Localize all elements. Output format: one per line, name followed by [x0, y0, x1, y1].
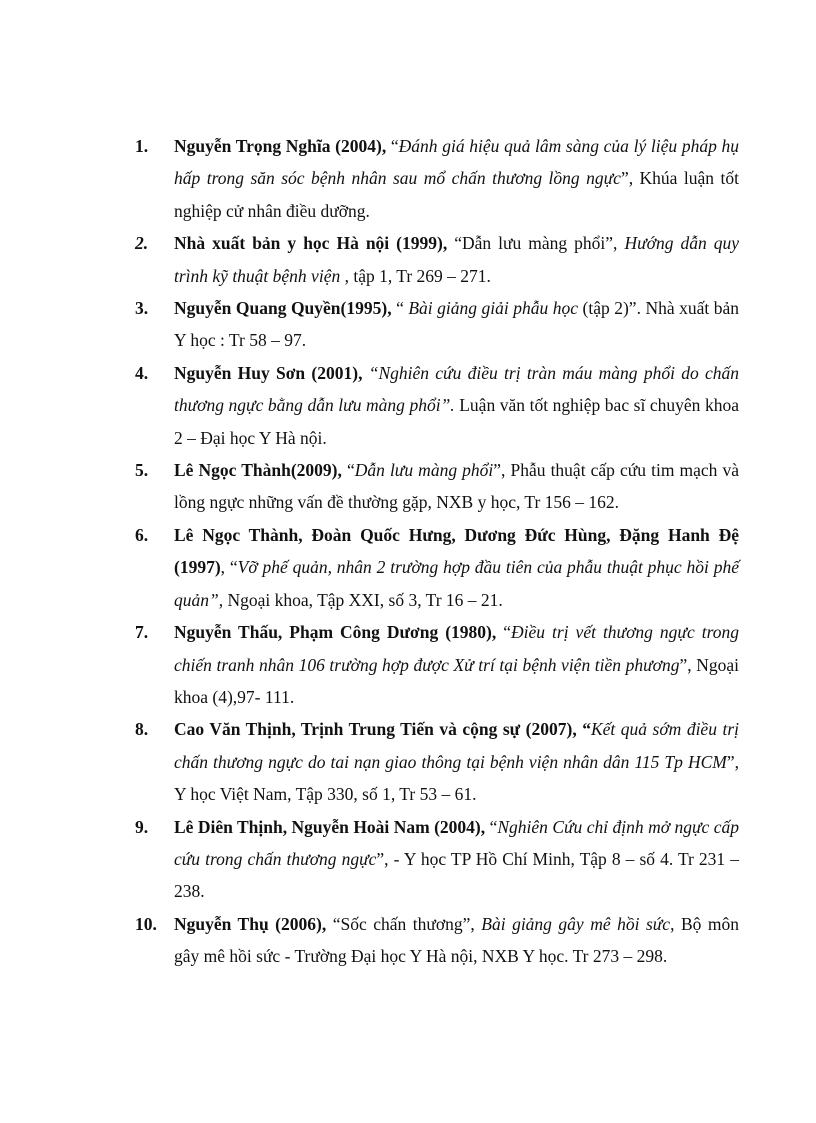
reference-title: Nghiên Cứu chỉ định mở ngực cấp cứu trong chấn thương ngực	[174, 816, 739, 869]
reference-author: Nguyễn Huy Sơn (2001),	[174, 362, 369, 383]
reference-number: 6.	[135, 524, 149, 545]
reference-item: 3. Nguyễn Quang Quyền(1995), “ Bài giảng giải phẫu học (tập 2)”. Nhà xuất bản Y học : Tr 58 – 97.	[135, 292, 739, 357]
reference-title: Dẫn lưu màng phổi	[354, 460, 494, 481]
reference-author: Nhà xuất bản y học Hà nội (1999),	[174, 233, 455, 254]
reference-item	[135, 713, 739, 810]
reference-item: 10. Nguyễn Thụ (2006), “Sốc chấn thương”, Bài giảng gây mê hồi sức, Bộ môn gây mê hồi sức - Trường Đại học Y Hà nội, NXB Y học. Tr 273 – 298.	[135, 908, 739, 973]
reference-source: (tập 2)”. Nhà xuất bản Y học : Tr 58 – 97.	[174, 298, 739, 351]
reference-title: Hướng dẫn quy trình kỹ thuật bệnh viện	[174, 233, 739, 286]
reference-number: 10.	[135, 913, 157, 934]
reference-source: Ngoại khoa, Tập XXI, số 3, Tr 16 – 21.	[223, 589, 503, 610]
reference-source: ”, - Y học TP Hồ Chí Minh, Tập 8 – số 4. Tr 231 – 238.	[174, 848, 739, 902]
reference-author: Lê Ngọc Thành(2009),	[174, 460, 347, 481]
reference-number: 9.	[135, 816, 149, 837]
reference-author: Lê Ngọc Thành, Đoàn Quốc Hưng, Dương Đức Hùng, Đặng Hanh Đệ (1997)	[174, 524, 739, 578]
reference-source: ”, Ngoại khoa (4),97- 111.	[174, 654, 739, 707]
reference-item	[135, 357, 739, 454]
reference-source: , Bộ môn gây mê hồi sức - Trường Đại học Y Hà nội, NXB Y học. Tr 273 – 298.	[174, 913, 739, 967]
reference-number: 3.	[135, 298, 149, 319]
reference-author: Lê Diên Thịnh, Nguyễn Hoài Nam (2004),	[174, 816, 490, 837]
reference-title: Kết quả sớm điều trị chấn thương ngực do tai nạn giao thông tại bệnh viện nhân dân 115 Tp HCM	[174, 719, 739, 772]
reference-item: 2. Nhà xuất bản y học Hà nội (1999), “Dẫn lưu màng phổi”, Hướng dẫn quy trình kỹ thuật bệnh viện , tập 1, Tr 269 – 271.	[135, 227, 739, 292]
reference-source: Luận văn tốt nghiệp bac sĩ chuyên khoa 2 – Đại học Y Hà nội.	[174, 395, 739, 448]
reference-author: Nguyễn Thụ (2006),	[174, 913, 333, 934]
reference-item: 7. Nguyễn Thấu, Phạm Công Dương (1980), “Điều trị vết thương ngực trong chiến tranh nhân 106 trường hợp được Xử trí tại bệnh viện tiền phương”, Ngoại khoa (4),97- 111.	[135, 616, 739, 713]
reference-source: ”, Phẫu thuật cấp cứu tim mạch và lồng ngực những vấn đề thường gặp, NXB y học, Tr 156 – 162.	[174, 460, 740, 513]
reference-list	[135, 130, 739, 973]
reference-author: Nguyễn Thấu, Phạm Công Dương (1980),	[174, 622, 504, 643]
reference-source: ”, Khúa luận tốt nghiệp cử nhân điều dưỡng.	[174, 168, 739, 221]
reference-author: Nguyễn Quang Quyền(1995),	[174, 298, 397, 319]
reference-title: Bài giảng giải phẫu học	[408, 298, 579, 319]
reference-source: ”, Y học Việt Nam, Tập 330, số 1, Tr 53 – 61.	[174, 751, 739, 805]
reference-title: Vỡ phế quản, nhân 2 trường hợp đầu tiên của phẫu thuật phục hồi phế quản”,	[174, 557, 739, 610]
reference-title: Bài giảng gây mê hồi sức	[481, 913, 671, 934]
reference-author: Nguyễn Trọng Nghĩa (2004),	[174, 136, 391, 156]
reference-source: , tập 1, Tr 269 – 271.	[340, 265, 491, 286]
reference-title: “Nghiên cứu điều trị tràn máu màng phổi do chấn thương ngực bằng dẫn lưu màng phổi”.	[174, 362, 739, 416]
reference-number: 2.	[135, 233, 149, 254]
reference-item: 6. Lê Ngọc Thành, Đoàn Quốc Hưng, Dương Đức Hùng, Đặng Hanh Đệ (1997), “Vỡ phế quản, nhân 2 trường hợp đầu tiên của phẫu thuật phục hồi phế quản”, Ngoại khoa, Tập XXI, số 3, Tr 16 – 21.	[135, 519, 739, 616]
reference-title: Đánh giá hiệu quả lâm sàng của lý liệu pháp hụ hấp trong săn sóc bệnh nhân sau mổ chấn thương lồng ngực	[174, 136, 739, 189]
reference-number: 5.	[135, 460, 149, 481]
reference-item: 9. Lê Diên Thịnh, Nguyễn Hoài Nam (2004), “Nghiên Cứu chỉ định mở ngực cấp cứu trong chấn thương ngực”, - Y học TP Hồ Chí Minh, Tập 8 – số 4. Tr 231 – 238.	[135, 811, 739, 908]
reference-number: 1.	[135, 136, 149, 156]
reference-item: 1. Nguyễn Trọng Nghĩa (2004), “Đánh giá hiệu quả lâm sàng của lý liệu pháp hụ hấp trong săn sóc bệnh nhân sau mổ chấn thương lồng ngực”, Khúa luận tốt nghiệp cử nhân điều dưỡng.	[135, 130, 739, 227]
reference-title: Điều trị vết thương ngực trong chiến tranh nhân 106 trường hợp được Xử trí tại bệnh viện tiền phương	[174, 622, 740, 675]
reference-number: 7.	[135, 622, 149, 643]
reference-number: 4.	[135, 362, 149, 383]
reference-number: 8.	[135, 719, 149, 740]
reference-item: 5. Lê Ngọc Thành(2009), “Dẫn lưu màng phổi”, Phẫu thuật cấp cứu tim mạch và lồng ngực những vấn đề thường gặp, NXB y học, Tr 156 – 162.	[135, 454, 739, 519]
reference-author: Cao Văn Thịnh, Trịnh Trung Tiến và cộng sự (2007), “	[174, 719, 591, 740]
